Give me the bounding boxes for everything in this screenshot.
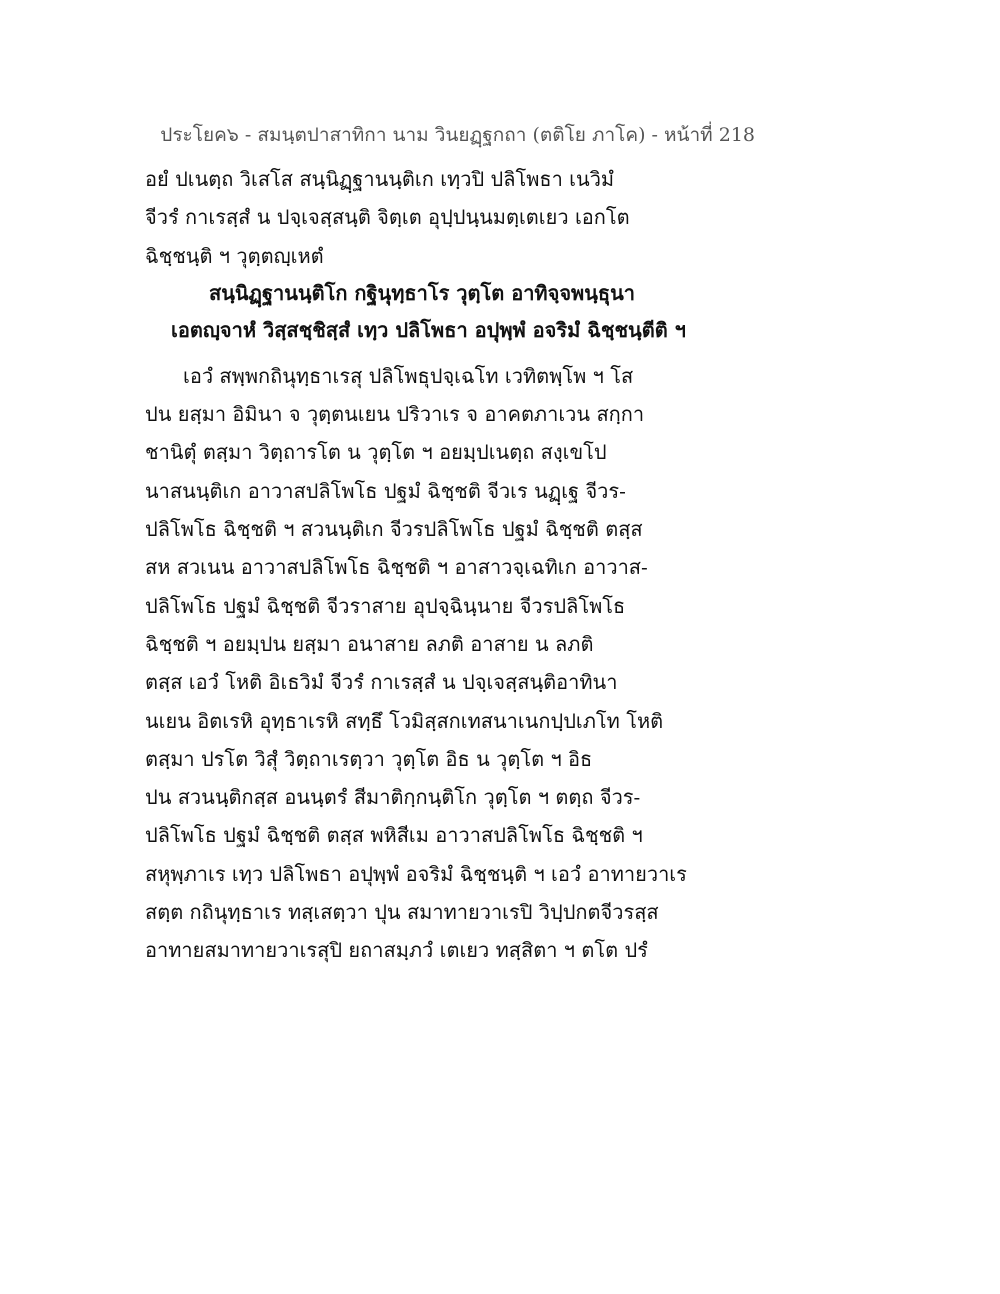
text-line: นเยน อิตเรหิ อุทฺธาเรหิ สทฺธึ โวมิสฺสกเทสนาเนกปฺปเภโท โหติ (145, 708, 664, 733)
text-line: ฉิชฺชนฺติ ฯ วุตฺตญฺเหตํ (145, 243, 324, 268)
text-line: จีวรํ กาเรสฺสํ น ปจฺเจสฺสนฺติ จิตฺเต อุปฺปนฺนมตฺเตเยว เอกโต (145, 205, 630, 230)
text-line: ปลิโพโธ ปฐมํ ฉิชฺชติ จีวราสาย อุปจฺฉินฺนาย จีวรปลิโพโธ (145, 593, 626, 618)
text-line: สตฺต กถินุทฺธาเร ทสฺเสตฺวา ปุน สมาทายวาเรปิ วิปฺปกตจีวรสฺส (145, 900, 659, 925)
text-line: สห สวเนน อาวาสปลิโพโธ ฉิชฺชติ ฯ อาสาวจฺเฉทิเก อาวาส- (145, 555, 648, 580)
text-line: เอวํ สพฺพกถินุทฺธาเรสุ ปลิโพธุปจฺเฉโท เวทิตพฺโพ ฯ โส (183, 363, 634, 388)
running-head: ประโยค๖ - สมนฺตปาสาทิกา นาม วินยฏฺฐกถา (ตติโย ภาโค) - หน้าที่ 218 (160, 124, 755, 146)
verse-line: สนฺนิฏฺฐานนฺติโก กฐินุทฺธาโร วุตฺโต อาทิจฺจพนฺธุนา (209, 280, 636, 305)
paragraph-2 (145, 357, 687, 970)
text-line: ปน สวนนฺติกสฺส อนนฺตรํ สีมาติกฺกนฺติโก วุตฺโต ฯ ตตฺถ จีวร- (145, 785, 641, 810)
text-line: นาสนนฺติเก อาวาสปลิโพโธ ปฐมํ ฉิชฺชติ จีวเร นฏฺเฐ จีวร- (145, 478, 626, 503)
verse-block (145, 275, 686, 349)
text-line: ฉิชฺชติ ฯ อยมฺปน ยสฺมา อนาสาย ลภติ อาสาย น ลภติ (145, 631, 594, 656)
text-line: ตสฺมา ปรโต วิสุํ วิตฺถาเรตฺวา วุตฺโต อิธ น วุตฺโต ฯ อิธ (145, 746, 593, 771)
verse-line: เอตญฺจาหํ วิสฺสชฺชิสฺสํ เทฺว ปลิโพธา อปุพฺพํ อจริมํ ฉิชฺชนฺตีติ ฯ (171, 317, 686, 342)
text-line: อยํ ปเนตฺถ วิเสโส สนฺนิฏฺฐานนฺติเก เทฺวปิ ปลิโพธา เนวิมํ (145, 167, 615, 191)
text-line: สหุพฺภาเร เทฺว ปลิโพธา อปุพฺพํ อจริมํ ฉิชฺชนฺติ ฯ เอวํ อาทายวาเร (145, 861, 687, 886)
paragraph-1 (145, 160, 675, 275)
text-line: ชานิตุํ ตสฺมา วิตฺถารโต น วุตฺโต ฯ อยมฺปเนตฺถ สงฺเขโป (145, 440, 607, 465)
text-line: ปลิโพโธ ฉิชฺชติ ฯ สวนนฺติเก จีวรปลิโพโธ ปฐมํ ฉิชฺชติ ตสฺส (145, 517, 643, 542)
document-body (145, 160, 687, 970)
text-line: ตสฺส เอวํ โหติ อิเธวิมํ จีวรํ กาเรสฺสํ น ปจฺเจสฺสนฺติอาทินา (145, 670, 618, 695)
text-line: อาทายสมาทายวาเรสุปิ ยถาสมฺภวํ เตเยว ทสฺสิตา ฯ ตโต ปรํ (145, 938, 648, 963)
text-line: ปน ยสฺมา อิมินา จ วุตฺตนเยน ปริวาเร จ อาคตภาเวน สกฺกา (145, 402, 645, 427)
text-line: ปลิโพโธ ปฐมํ ฉิชฺชติ ตสฺส พหิสีเม อาวาสปลิโพโธ ฉิชฺชติ ฯ (145, 823, 643, 848)
